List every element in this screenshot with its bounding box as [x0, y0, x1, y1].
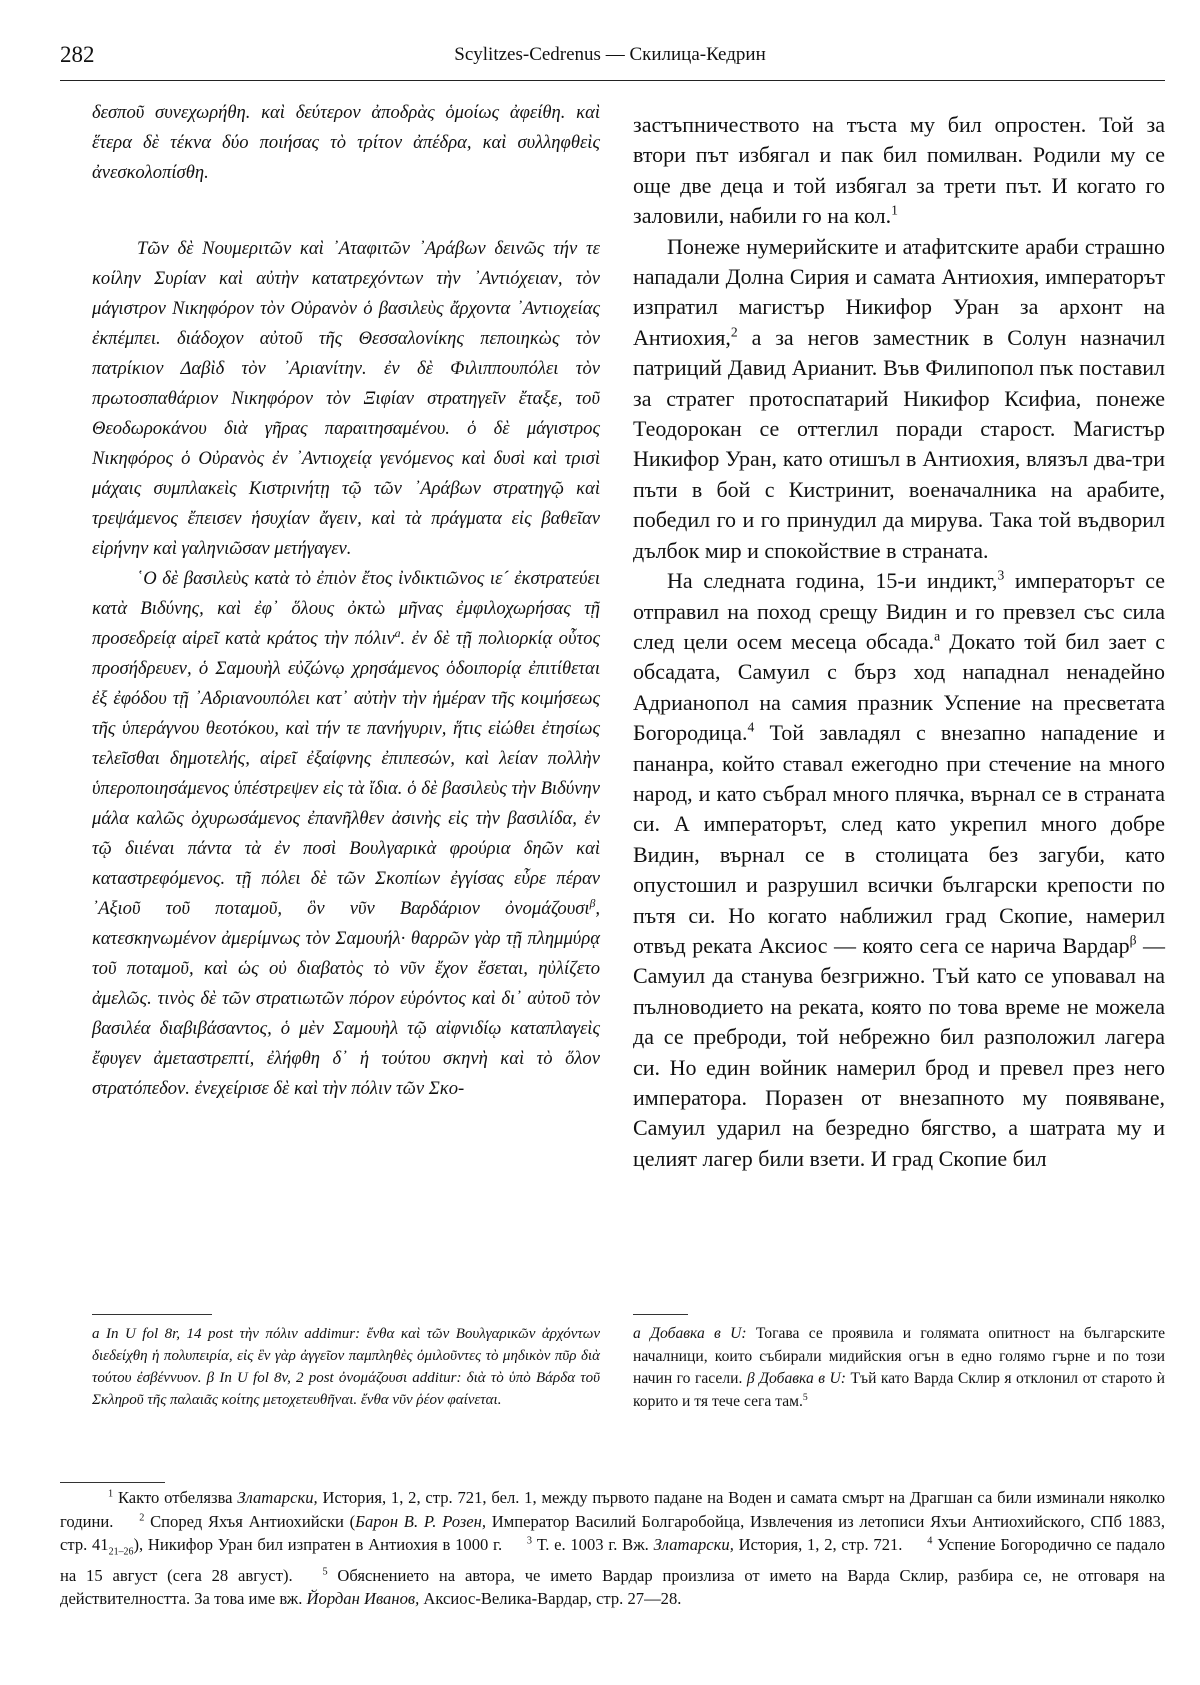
apparatus-left: a In U fol 8r, 14 post τὴν πόλιν addiтur: ἔνθα καὶ τῶν Βουλγαρικῶν ἀρχόντων διεδείχθη ἡ πολυπειρία, εἰς ἓν γὰρ ἀγγεῖον παμπληθὲς ὁμιλοῦντες τὸ μηδικὸν πῦρ διὰ τούτου ἐσβέννυον. β In U fol 8v, 2 post ὀνομάζουσι additur: διὰ τὸ ὑπὸ Βάρδα τοῦ Σκληροῦ τῆς παλαιᾶς κοίτης μετοχετευθῆναι. ἔνθα νῦν ῥέον φαίνεται.: [92, 1326, 600, 1408]
page-number: 282: [60, 42, 95, 67]
greek-paragraph-2: Τῶν δὲ Νουμεριτῶν καὶ ᾿Αταφιτῶν ᾿Αράβων δεινῶς τήν τε κοίλην Συρίαν καὶ αὐτὴν κατατρεχόντων τὴν ᾿Αντιόχειαν, τὸν μάγιστρον Νικηφόρον τὸν Οὐρανὸν ὁ βασιλεὺς ἄρχοντα ᾿Αντιοχείας ἐκπέμπει. διάδοχον αὐτοῦ τῆς Θεσσαλονίκης πεποιηκὼς τὸν πατρίκιον Δαβὶδ τὸν ᾿Αριανίτην. ἐν δὲ Φιλιππουπόλει τὸν πρωτοσπαθάριον Νικηφόρον τὸν Ξιφίαν στρατηγεῖν ἔταξε, τοῦ Θεοδωροκάνου διὰ γῆρας παραιτησαμένου. ὁ δὲ μάγιστρος Νικηφόρος ὁ Οὐρανὸς ἐν ᾿Αντιοχείᾳ γενόμενος καὶ δυσὶ καὶ τρισὶ μάχαις συμπλακεὶς Κιστρινήτῃ τῷ τῶν ᾿Αράβων στρατηγῷ καὶ τρεψάμενος ἔπεισεν ἡσυχίαν ἄγειν, καὶ τὰ πράγματα εἰς βαθεῖαν εἰρήνην καὶ γαληνιῶσαν μετήγαγεν.: [92, 238, 600, 559]
bulgarian-paragraph-1: застъпничеството на тъста му бил опростен. Той за втори път избягал и пак бил помилван. Родили му се още две деца и той избягал за трети път. И когато го заловили, набили го на кол.$^1$: [633, 112, 1165, 229]
greek-column: [92, 98, 600, 1104]
bulgarian-column: [633, 110, 1165, 1174]
header-rule: [60, 80, 1165, 81]
greek-paragraph-3: ῾Ο δὲ βασιλεὺς κατὰ τὸ ἐπιὸν ἔτος ἰνδικτιῶνος ιε´ ἐκστρατεύει κατὰ Βιδύνης, καὶ ἐφ᾿ ὅλους ὀκτὼ μῆνας ἐμφιλοχωρήσας τῇ προσεδρείᾳ αἱρεῖ κατὰ κράτος τὴν πόλιν$^a$. ἐν δὲ τῇ πολιορκίᾳ οὗτος προσήδρευεν, ὁ Σαμουὴλ εὐζώνῳ χρησάμενος ὁδοιπορίᾳ ἐπιτίθεται ἐξ ἐφόδου τῇ ᾿Αδριανουπόλει κατ᾿ αὐτὴν τὴν ἡμέραν τῆς κοιμήσεως τῆς ὑπεράγνου θεοτόκου, καὶ τήν τε πανήγυριν, ἥτις εἰώθει ἐτησίως τελεῖσθαι δημοτελής, αἱρεῖ ἐξαίφνης ἐπιπεσών, καὶ λείαν πολλὴν ὑπεροποιησάμενος ὑπέστρεψεν εἰς τὰ ἴδια. ὁ δὲ βασιλεὺς τὴν Βιδύνην μάλα καλῶς ὀχυρωσάμενος ἐπανῆλθεν ἀσινὴς εἰς τὴν βασιλίδα, ἐν τῷ διιέναι πάντα τὰ ἐν ποσὶ Βουλγαρικὰ φρούρια δηῶν καὶ καταστρεφόμενος. τῇ πόλει δὲ τῶν Σκοπίων ἐγγίσας εὗρε πέραν ᾿Αξιοῦ τοῦ ποταμοῦ, ὃν νῦν Βαρδάριον ὀνομάζουσι$^\beta$, κατεσκηνωμένον ἀμερίμνως τὸν Σαμουήλ· θαρρῶν γὰρ τῇ πλημμύρᾳ τοῦ ποταμοῦ, καὶ ὡς οὐ διαβατὸς τὸ νῦν ἔχον ἔσεται, ηὐλίζετο ἀμελῶς. τινὸς δὲ τῶν στρατιωτῶν πόρον εὑρόντος καὶ δι᾿ αὐτοῦ τὸν βασιλέα διαβιβάσαντος, ὁ μὲν Σαμουὴλ τῷ αἰφνιδίῳ καταπλαγεὶς ἔφυγεν ἀμεταστρεπτί, ἐλήφθη δ᾿ ἡ τούτου σκηνὴ καὶ τὸ ὅλον στρατόπεδον. ἐνεχείρισε δὲ καὶ τὴν πόλιν τῶν Σκο-: [92, 568, 600, 1099]
bulgarian-paragraph-3: На следната година, 15-и индикт,$^3$ императорът се отправил на поход срещу Видин и го превзел със сила след цели осем месеца обсада.$^a$ Докато той бил зает с обсадата, Самуил с бърз ход нападнал ненадейно Адрианопол на самия празник Успение на пресветата Богородица.$^4$ Той завладял с внезапно нападение и пананра, който ставал ежегодно при стечение на много народ, и като събрал много плячка, върнал се в страната си. А императорът, след като укрепил много добре Видин, върнал се в столицата без загуби, като опустошил и разрушил всички български крепости по пътя си. Но когато наближил град Скопие, намерил отвъд реката Аксиос — която сега се нарича Вардар$^\beta$ — Самуил да станува безгрижно. Тъй като се уповавал на пълноводието на реката, която по това време не можела да се преброди, той небрежно бил разположил лагера си. Но един войник намерил брод и превел през него императора. Поразен от внезапното му появяване, Самуил ударил на безредно бягство, а шатрата му и целият лагер били взети. И град Скопие бил: [633, 567, 1166, 1171]
apparatus-rule-right: [633, 1314, 688, 1315]
footnote-rule: [60, 1482, 165, 1483]
greek-paragraph-1: δεσποῦ συνεχωρήθη. καὶ δεύτερον ἀποδρὰς ὁμοίως ἀφείθη. καὶ ἕτερα δὲ τέκνα δύο ποιήσας τὸ τρίτον ἀπέδρα, καὶ συλληφθεὶς ἀνεσκολοπίσθη.: [92, 102, 600, 183]
apparatus-right: a Добавка в U: Тогава се проявила и голямата опитност на българските началници, които събирали мидийския огън в едно голямо гърне и по този начин го гасели. β Добавка в U: Тъй като Варда Склир я отклонил от старото ѝ корито и тя тече сега там.$^5$: [633, 1325, 1165, 1410]
footnotes: [60, 1486, 1165, 1611]
page-header: [60, 42, 1160, 76]
apparatus-rule-left: [92, 1314, 212, 1315]
running-title: Scylitzes-Cedrenus — Скилица-Кедрин: [454, 44, 766, 65]
bulgarian-paragraph-2: Понеже нумерийските и атафитските араби страшно нападали Долна Сирия и самата Антиохия, императорът изпратил магистър Никифор Уран за архонт на Антиохия,$^2$ а за негов заместник в Солун назначил патриций Давид Арианит. Във Филипопол пък поставил за стратег протоспатарий Никифор Ксифиа, понеже Теодорокан се оттеглил поради старост. Магистър Никифор Уран, като отишъл в Антиохия, влязъл два-три пъти в бой с Кистринит, военачалника на арабите, победил го и го принудил да мирува. Така той въдворил дълбок мир и спокойствие в страната.: [633, 233, 1165, 563]
footnote-block: $^1$ Както отбелязва Златарски, История, 1, 2, стр. 721, бел. 1, между първото падане на Воден и самата смърт на Драгшан са били изминали няколко години. $^2$ Според Яхъя Антиохийски (Барон В. Р. Розен, Император Василий Болгаробойца, Извлечения из летописи Яхъи Антиохийского, СПб 1883, стр. $41_{21-26}$), Никифор Уран бил изпратен в Антиохия в 1000 г. $^3$ Т. е. 1003 г. Вж. Златарски, История, 1, 2, стр. 721. $^4$ Успение Богородично се падало на 15 август (сега 28 август). $^5$ Обяснението на автора, че името Вардар произлиза от името на Варда Склир, разбира се, не отговаря на действителността. За това име вж. Йордан Иванов, Аксиос-Велика-Вардар, стр. 27—28.: [60, 1488, 1166, 1609]
